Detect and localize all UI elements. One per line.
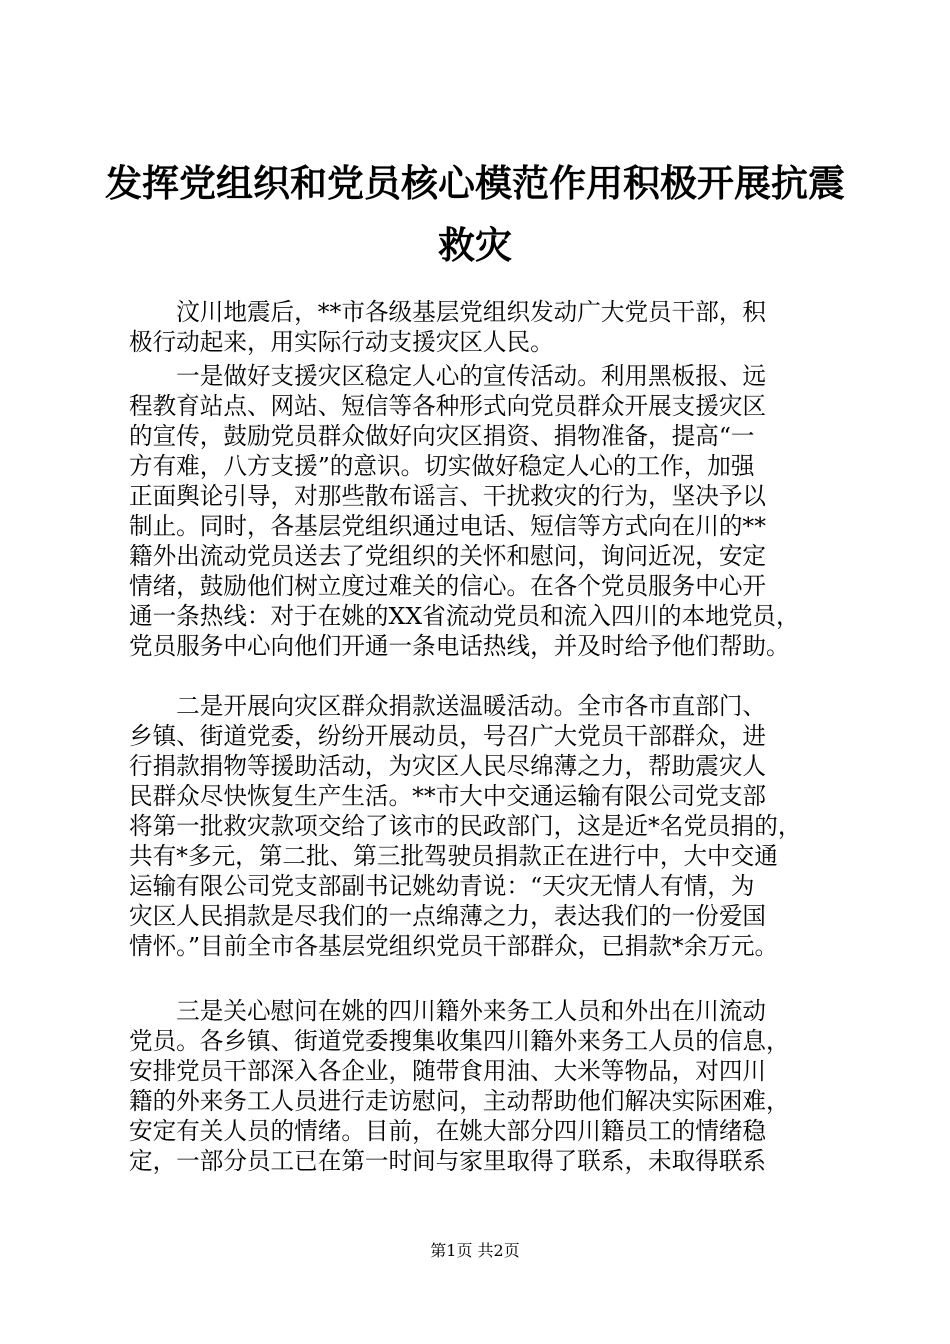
paragraph-line: 情绪，鼓励他们树立度过难关的信心。在各个党员服务中心开 <box>129 572 767 600</box>
paragraph-line: 民群众尽快恢复生产生活。**市大中交通运输有限公司党支部 <box>129 782 767 810</box>
paragraph-line: 极行动起来，用实际行动支援灾区人民。 <box>129 328 554 356</box>
paragraph-line: 灾区人民捐款是尽我们的一点绵薄之力，表达我们的一份爱国 <box>129 902 767 930</box>
paragraph-line: 共有*多元，第二批、第三批驾驶员捐款正在进行中，大中交通 <box>129 842 778 870</box>
page-number-footer: 第1页 共2页 <box>430 1241 520 1260</box>
document-title-line-1: 发挥党组织和党员核心模范作用积极开展抗震 <box>105 161 845 205</box>
paragraph-line: 籍外出流动党员送去了党组织的关怀和慰问，询问近况，安定 <box>129 542 767 570</box>
paragraph-first-measure <box>129 361 824 661</box>
paragraph-line: 行捐款捐物等援助活动，为灾区人民尽绵薄之力，帮助震灾人 <box>129 752 767 780</box>
paragraph-line: 程教育站点、网站、短信等各种形式向党员群众开展支援灾区 <box>129 392 767 420</box>
document-title-line-2: 救灾 <box>438 223 512 267</box>
paragraph-line: 的宣传，鼓励党员群众做好向灾区捐资、捐物准备，提高“一 <box>129 422 755 450</box>
paragraph-line: 三是关心慰问在姚的四川籍外来务工人员和外出在川流动 <box>129 997 767 1025</box>
paragraph-line: 乡镇、街道党委，纷纷开展动员，号召广大党员干部群众，进 <box>129 722 767 750</box>
paragraph-line: 安排党员干部深入各企业，随带食用油、大米等物品，对四川 <box>129 1057 767 1085</box>
paragraph-line: 安定有关人员的情绪。目前，在姚大部分四川籍员工的情绪稳 <box>129 1117 767 1145</box>
paragraph-line: 党员服务中心向他们开通一条电话热线，并及时给予他们帮助。 <box>129 632 790 660</box>
paragraph-line: 正面舆论引导，对那些散布谣言、干扰救灾的行为，坚决予以 <box>129 482 767 510</box>
paragraph-line: 定，一部分员工已在第一时间与家里取得了联系，未取得联系 <box>129 1147 767 1175</box>
paragraph-line: 方有难，八方支援”的意识。切实做好稳定人心的工作，加强 <box>129 452 755 480</box>
paragraph-line: 制止。同时，各基层党组织通过电话、短信等方式向在川的** <box>129 512 767 540</box>
paragraph-second-measure <box>129 691 824 961</box>
paragraph-line: 籍的外来务工人员进行走访慰问，主动帮助他们解决实际困难， <box>129 1087 790 1115</box>
paragraph-line: 运输有限公司党支部副书记姚幼青说：“天灾无情人有情，为 <box>129 872 755 900</box>
paragraph-line: 将第一批救灾款项交给了该市的民政部门，这是近*名党员捐的， <box>129 812 802 840</box>
paragraph-line: 汶川地震后，**市各级基层党组织发动广大党员干部，积 <box>129 298 767 326</box>
paragraph-line: 通一条热线：对于在姚的XX省流动党员和流入四川的本地党员， <box>129 602 800 630</box>
paragraph-line: 二是开展向灾区群众捐款送温暖活动。全市各市直部门、 <box>129 692 767 720</box>
paragraph-line: 一是做好支援灾区稳定人心的宣传活动。利用黑板报、远 <box>129 362 767 390</box>
paragraph-third-measure <box>129 996 824 1176</box>
paragraph-line: 情怀。”目前全市各基层党组织党员干部群众，已捐款*余万元。 <box>129 932 779 960</box>
paragraph-intro <box>129 297 824 357</box>
paragraph-line: 党员。各乡镇、街道党委搜集收集四川籍外来务工人员的信息， <box>129 1027 790 1055</box>
